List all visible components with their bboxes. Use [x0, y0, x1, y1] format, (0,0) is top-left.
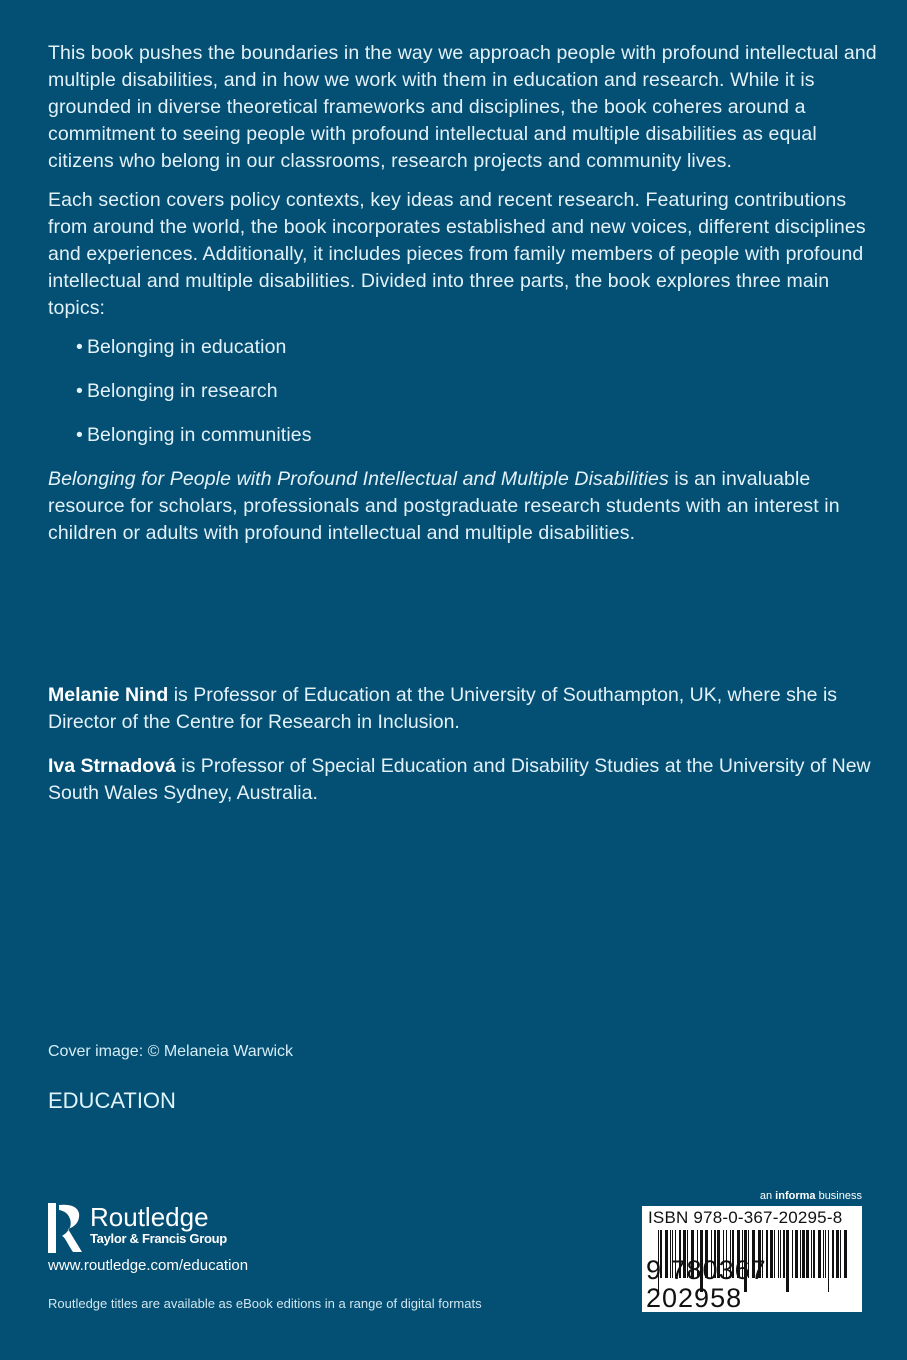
routledge-r-logo-icon — [48, 1203, 84, 1253]
topic-item: • Belonging in research — [76, 378, 878, 405]
author-bio — [48, 682, 878, 736]
topic-item: • Belonging in communities — [76, 422, 878, 449]
informa-prefix: an — [759, 1190, 776, 1202]
publisher-logo — [48, 1203, 227, 1253]
author-bios — [48, 682, 878, 824]
author-bio-text: is Professor of Special Education and Disability Studies at the University of New South Wales Sydney, Australia. — [48, 755, 871, 804]
closing-text: is an invaluable resource for scholars, professionals and postgraduate research students with an interest in children or adults with profound intellectual and multiple disabilities. — [48, 468, 840, 544]
informa-suffix: business — [815, 1190, 862, 1202]
topic-item: • Belonging in education — [76, 334, 878, 361]
publisher-name: Routledge — [90, 1202, 209, 1232]
author-name: Melanie Nind — [48, 684, 169, 706]
author-name: Iva Strnadová — [48, 755, 176, 777]
author-bio — [48, 753, 878, 807]
publisher-website-link[interactable]: www.routledge.com/education — [48, 1257, 249, 1274]
barcode-digits: 9 780367 202958 — [646, 1255, 767, 1313]
isbn-label: ISBN 978-0-367-20295-8 — [648, 1208, 843, 1227]
ebook-note: Routledge titles are available as eBook editions in a range of digital formats — [48, 1296, 482, 1311]
topics-list — [48, 334, 878, 449]
back-cover-blurb — [48, 40, 878, 559]
informa-brand: informa — [775, 1190, 816, 1202]
author-bio-text: is Professor of Education at the University of Southampton, UK, where she is Director of the Centre for Research in Inclusion. — [48, 684, 838, 733]
isbn-barcode — [642, 1206, 862, 1312]
book-title: Belonging for People with Profound Intellectual and Multiple Disabilities — [48, 468, 669, 490]
closing-paragraph — [48, 466, 878, 547]
informa-tagline — [760, 1190, 862, 1202]
subject-category: EDUCATION — [48, 1088, 176, 1113]
cover-image-credit: Cover image: © Melaneia Warwick — [48, 1043, 294, 1060]
description-paragraph-1: This book pushes the boundaries in the way we approach people with profound intellectual and multiple disabilities, and in how we work with them in education and research. While it is grounded in diverse theoretical frameworks and disciplines, the book coheres around a commitment to seeing people with profound intellectual and multiple disabilities as equal citizens who belong in our classrooms, research projects and community lives. — [48, 42, 877, 172]
publisher-group: Taylor & Francis Group — [90, 1231, 227, 1246]
description-paragraph-2: Each section covers policy contexts, key ideas and recent research. Featuring contributions from around the world, the book incorporates established and new voices, different disciplines and experiences. Additionally, it includes pieces from family members of people with profound intellectual and multiple disabilities. Divided into three parts, the book explores three main topics: — [48, 189, 866, 319]
